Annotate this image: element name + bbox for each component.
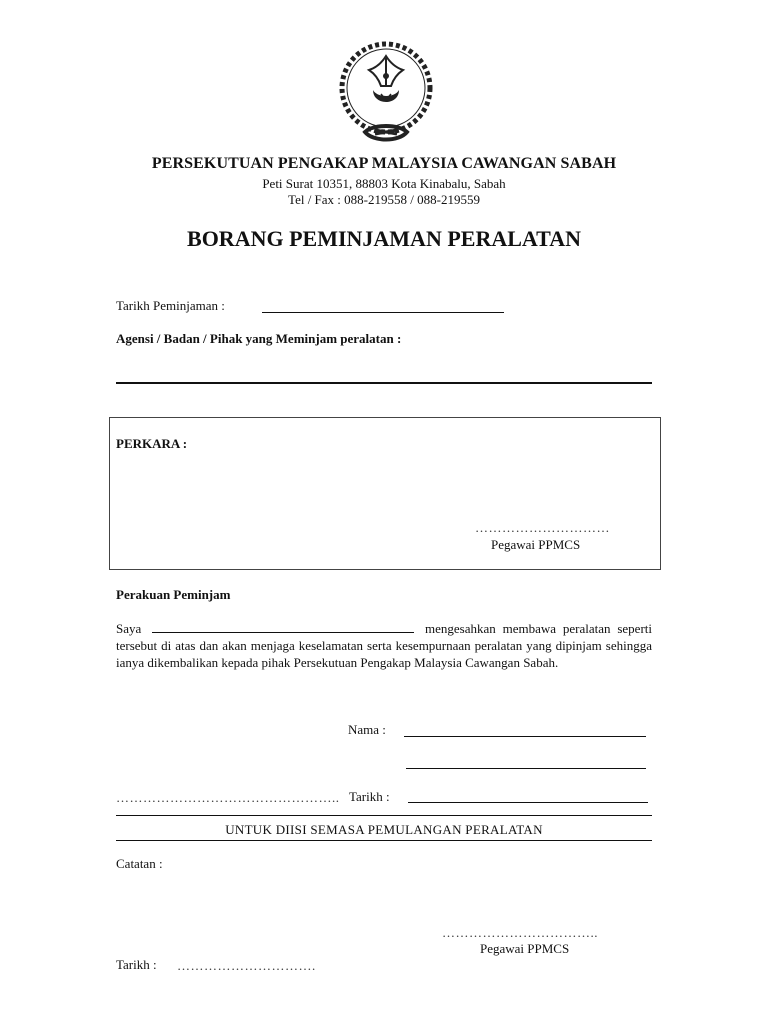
borrower-signature-dots[interactable]: ………………………………………….. bbox=[116, 790, 340, 805]
return-date-label: Tarikh : bbox=[116, 957, 157, 972]
items-label: PERKARA : bbox=[116, 436, 188, 451]
form-title: BORANG PEMINJAMAN PERALATAN bbox=[187, 226, 581, 251]
organization-name: PERSEKUTUAN PENGAKAP MALAYSIA CAWANGAN SABAH bbox=[151, 155, 617, 172]
borrower-date-label: Tarikh : bbox=[349, 789, 390, 804]
declaration-paragraph bbox=[116, 620, 652, 671]
organization-contact: Tel / Fax : 088-219558 / 088-219559 bbox=[288, 192, 480, 207]
divider-top bbox=[116, 815, 652, 816]
loan-date-field[interactable] bbox=[262, 312, 504, 313]
borrower-date-field[interactable] bbox=[408, 802, 648, 803]
agency-field[interactable] bbox=[116, 382, 652, 384]
name-label: Nama : bbox=[348, 722, 386, 737]
agency-label: Agensi / Badan / Pihak yang Meminjam peralatan : bbox=[116, 331, 402, 346]
note-label: Catatan : bbox=[116, 856, 163, 871]
saya-label: Saya bbox=[116, 621, 142, 636]
declaration-text: mengesahkan membawa peralatan seperti tersebut di atas dan akan menjaga keselamatan serta kesempurnaan peralatan yang dipinjam sehingga ianya dikembalikan kepada pihak Persekutuan Pengakap Malaysia Cawangan Sabah. bbox=[116, 621, 653, 670]
name-field[interactable] bbox=[404, 736, 646, 737]
scout-emblem-logo bbox=[335, 34, 437, 152]
divider-bottom bbox=[116, 840, 652, 841]
return-section-banner: UNTUK DIISI SEMASA PEMULANGAN PERALATAN bbox=[225, 822, 543, 837]
loan-date-label: Tarikh Peminjaman : bbox=[116, 298, 225, 313]
declaration-heading: Perakuan Peminjam bbox=[116, 587, 231, 602]
organization-address: Peti Surat 10351, 88803 Kota Kinabalu, Sabah bbox=[262, 176, 506, 191]
borrower-name-field[interactable] bbox=[152, 621, 414, 633]
officer-signature-dots[interactable]: ………………………… bbox=[475, 520, 610, 535]
officer-label: Pegawai PPMCS bbox=[491, 537, 581, 552]
return-date-dots[interactable]: …………………………. bbox=[177, 958, 316, 973]
name-field-line-2[interactable] bbox=[406, 768, 646, 769]
return-officer-label: Pegawai PPMCS bbox=[480, 941, 570, 956]
return-officer-signature-dots[interactable]: …………………………….. bbox=[442, 925, 598, 940]
